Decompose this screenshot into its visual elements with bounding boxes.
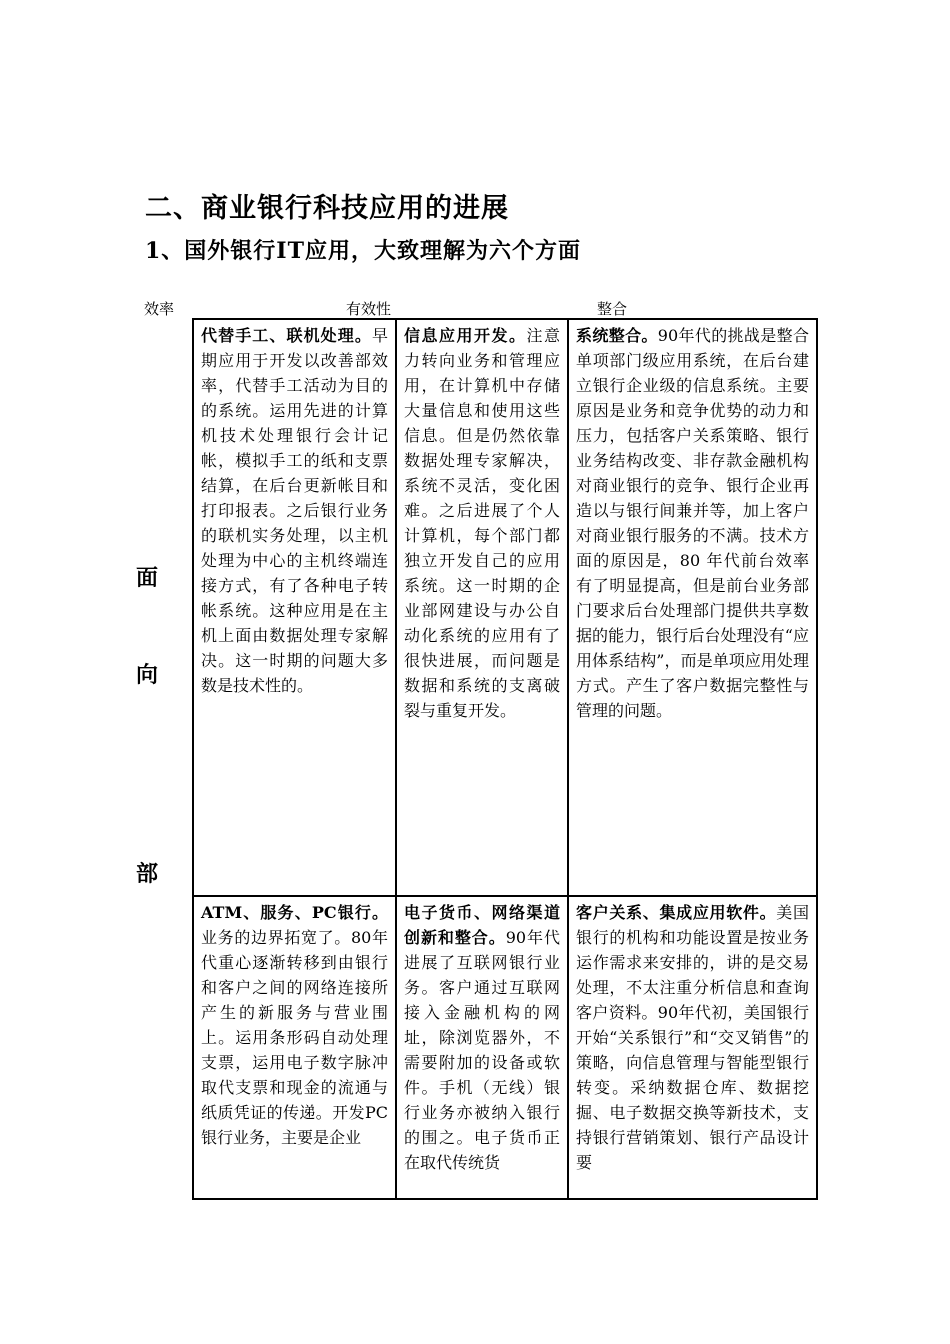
table-cell-r1c3 [568, 319, 817, 896]
table-cell-r1c2 [396, 319, 568, 896]
cell-title: 系统整合。 [576, 326, 658, 345]
cell-title: 信息应用开发。 [404, 326, 527, 345]
subsection-title: 1、国外银行IT应用，大致理解为六个方面 [145, 238, 581, 264]
table-row [193, 896, 817, 1199]
cell-title: ATM、服务、PC银行。 [201, 903, 388, 922]
section-title: 二、商业银行科技应用的进展 [145, 193, 509, 224]
cell-body: 90年代的挑战是整合单项部门级应用系统，在后台建立银行企业级的信息系统。主要原因是业务和竞争优势的动力和压力，包括客户关系策略、银行业务结构改变、非存款金融机构对商业银行的竞争、银行企业再造以与银行间兼并等，加上客户对商业银行服务的不满。技术方面的原因是，80 年代前台效率有了明显提高，但是前台业务部门要求后台处理部门提供共享数据的能力，银行后台处理没有“应用体系结构”，而是单项应用处理方式。产生了客户数据完整性与管理的问题。 [576, 326, 809, 720]
cell-body: 早期应用于开发以改善部效率，代替手工活动为目的的系统。运用先进的计算机技术处理银行会计记帐，模拟手工的纸和支票结算，在后台更新帐目和打印报表。之后银行业务的联机实务处理，以主机处理为中心的主机终端连接方式，有了各种电子转帐系统。这种应用是在主机上面由数据处理专家解决。这一时期的问题大多数是技术性的。 [201, 326, 388, 695]
cell-title: 电子货币、网络渠道创新和整合。 [404, 903, 560, 947]
cell-body: 业务的边界拓宽了。80年代重心逐渐转移到由银行和客户之间的网络连接所产生的新服务与营业围上。运用条形码自动处理支票，运用电子数字脉冲取代支票和现金的流通与纸质凭证的传递。开发PC银行业务，主要是企业 [201, 928, 388, 1147]
row-label-char-3: 部 [136, 861, 159, 887]
row-label-char-1: 面 [136, 565, 159, 591]
table-cell-r1c1 [193, 319, 396, 896]
table-cell-r2c2 [396, 896, 568, 1199]
cell-body: 美国银行的机构和功能设置是按业务运作需求来安排的，讲的是交易处理，不太注重分析信息和查询客户资料。90年代初，美国银行开始“关系银行”和“交叉销售”的策略，向信息管理与智能型银行转变。采纳数据仓库、数据挖掘、电子数据交换等新技术，支持银行营销策划、银行产品设计要 [576, 903, 809, 1172]
cell-body: 注意力转向业务和管理应用，在计算机中存储大量信息和使用这些信息。但是仍然依靠数据处理专家解决，系统不灵活，变化困难。之后进展了个人计算机，每个部门都独立开发自己的应用系统。这一时期的企业部网建设与办公自动化系统的应用有了很快进展，而问题是数据和系统的支离破裂与重复开发。 [404, 326, 560, 720]
row-label-char-2: 向 [136, 662, 159, 688]
cell-title: 客户关系、集成应用软件。 [576, 903, 777, 922]
table-cell-r2c3 [568, 896, 817, 1199]
table-row [193, 319, 817, 896]
cell-title: 代替手工、联机处理。 [201, 326, 372, 345]
column-header-integration: 整合 [597, 300, 628, 318]
cell-body: 90年代进展了互联网银行业务。客户通过互联网接入金融机构的网址，除浏览器外，不需要附加的设备或软件。手机（无线）银行业务亦被纳入银行的围之。电子货币正在取代传统货 [404, 928, 560, 1172]
column-header-effectiveness: 有效性 [346, 300, 392, 318]
it-application-table [192, 318, 818, 1200]
column-header-efficiency: 效率 [144, 300, 175, 318]
table-cell-r2c1 [193, 896, 396, 1199]
